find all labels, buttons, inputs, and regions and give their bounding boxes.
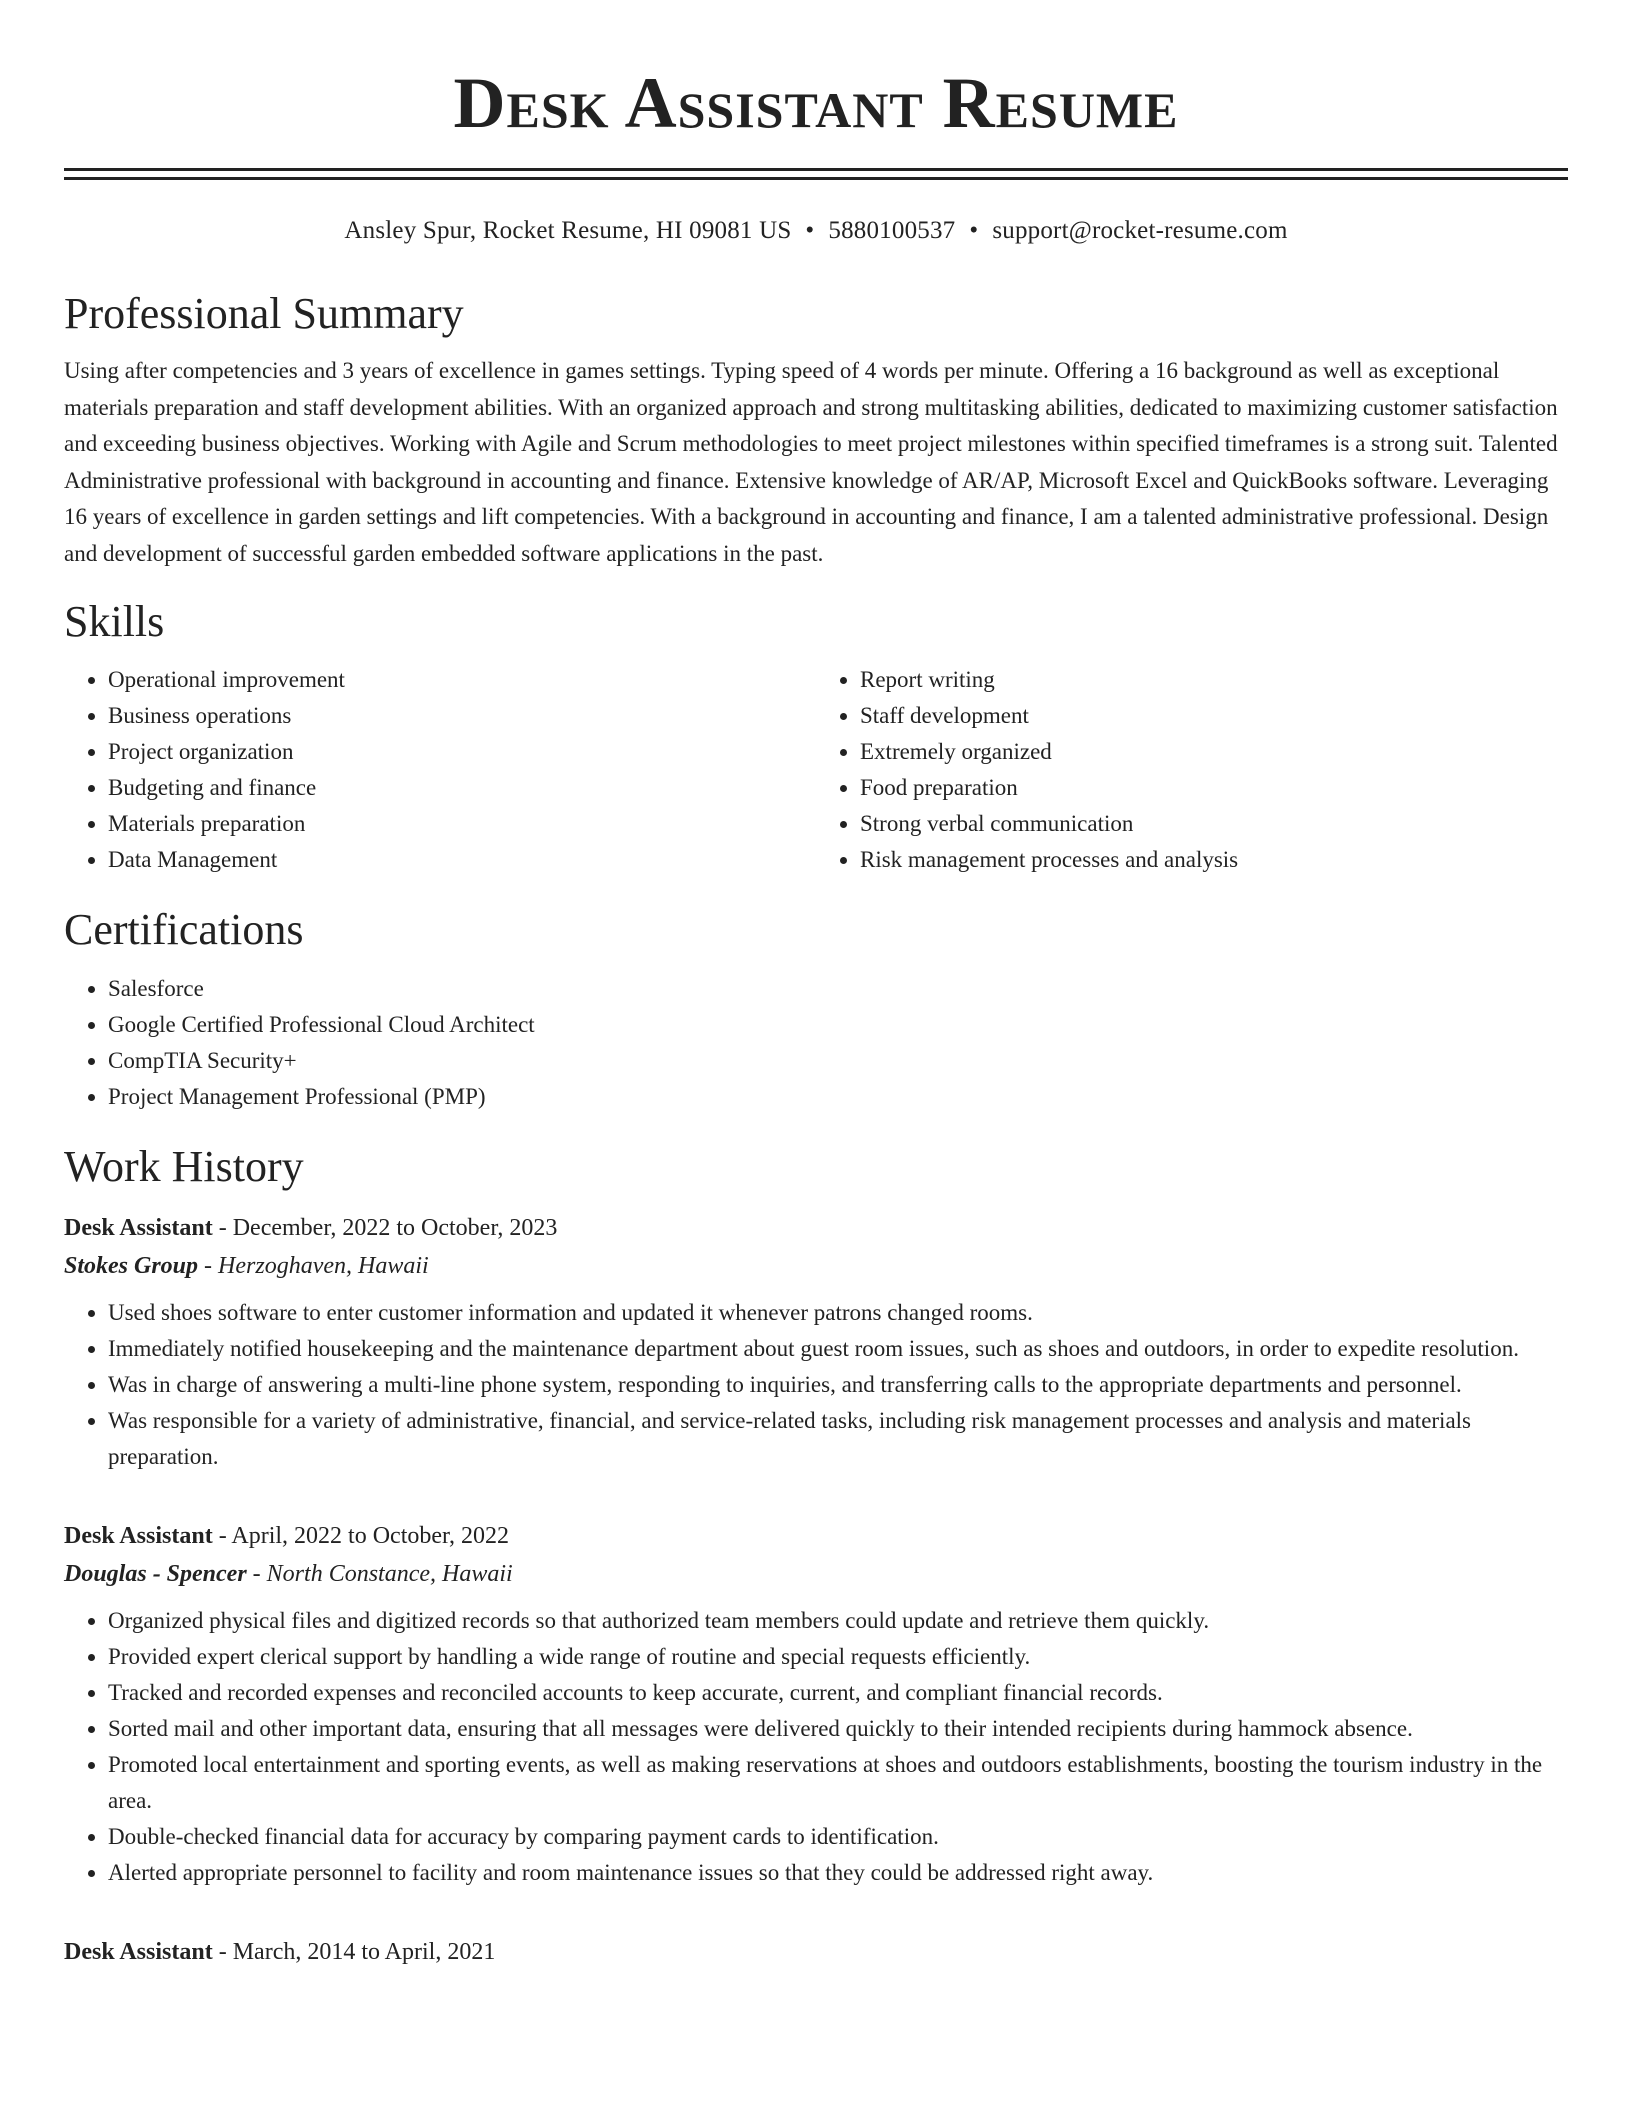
skill-item: • Operational improvement	[108, 662, 816, 698]
certification-item: • CompTIA Security+	[108, 1043, 1568, 1079]
job-bullet: • Used shoes software to enter customer information and updated it whenever patrons changed rooms.	[108, 1295, 1568, 1331]
skills-columns	[64, 662, 1568, 878]
contact-separator: •	[969, 217, 979, 244]
resume-title: Desk Assistant Resume	[453, 63, 1179, 143]
contact-line	[64, 214, 1568, 248]
skill-item: • Business operations	[108, 698, 816, 734]
job-title: Desk Assistant	[64, 1215, 213, 1241]
job-title: Desk Assistant	[64, 1939, 213, 1965]
job-spacer	[64, 1475, 1568, 1503]
job-bullet: • Immediately notified housekeeping and the maintenance department about guest room issues, such as shoes and outdoors, in order to expedite resolution.	[108, 1331, 1568, 1367]
job-title-line: Desk Assistant - March, 2014 to April, 2021	[64, 1939, 496, 1965]
job-bullets	[64, 1295, 1568, 1475]
skill-item: • Extremely organized	[860, 734, 1568, 770]
job-title-line: Desk Assistant - December, 2022 to October, 2023	[64, 1215, 558, 1241]
job-company-line: Douglas - Spencer - North Constance, Hawaii	[64, 1561, 513, 1587]
job-bullet: • Sorted mail and other important data, ensuring that all messages were delivered quickly to their intended recipients during hammock absence.	[108, 1711, 1568, 1747]
job-bullets	[64, 1603, 1568, 1891]
job-bullet: • Tracked and recorded expenses and reconciled accounts to keep accurate, current, and compliant financial records.	[108, 1675, 1568, 1711]
job-title-line: Desk Assistant - April, 2022 to October, 2022	[64, 1523, 510, 1549]
job-title: Desk Assistant	[64, 1523, 213, 1549]
job-dates: March, 2014 to April, 2021	[232, 1939, 496, 1965]
skill-item: • Project organization	[108, 734, 816, 770]
certification-item: • Project Management Professional (PMP)	[108, 1079, 1568, 1115]
skills-right-list	[816, 662, 1568, 878]
contact-address: Ansley Spur, Rocket Resume, HI 09081 US	[344, 217, 792, 244]
skill-item: • Strong verbal communication	[860, 806, 1568, 842]
skill-item: • Food preparation	[860, 770, 1568, 806]
skill-item: • Budgeting and finance	[108, 770, 816, 806]
work-history-heading: Work History	[64, 1142, 304, 1191]
skill-item: • Report writing	[860, 662, 1568, 698]
job-bullet: • Was responsible for a variety of administrative, financial, and service-related tasks, including risk management processes and analysis and materials preparation.	[108, 1403, 1568, 1475]
certification-item: • Google Certified Professional Cloud Architect	[108, 1007, 1568, 1043]
job-bullet: • Was in charge of answering a multi-line phone system, responding to inquiries, and transferring calls to the appropriate departments and personnel.	[108, 1367, 1568, 1403]
job-location: North Constance, Hawaii	[266, 1561, 513, 1587]
job-dates: April, 2022 to October, 2022	[231, 1523, 510, 1549]
skills-heading: Skills	[64, 597, 165, 646]
job-bullet: • Organized physical files and digitized records so that authorized team members could update and retrieve them quickly.	[108, 1603, 1568, 1639]
summary-heading: Professional Summary	[64, 289, 464, 338]
certification-item: • Salesforce	[108, 971, 1568, 1007]
contact-email: support@rocket-resume.com	[992, 217, 1288, 244]
title-divider-top	[64, 168, 1568, 171]
job-company-line: Stokes Group - Herzoghaven, Hawaii	[64, 1253, 429, 1279]
job-company: Stokes Group	[64, 1253, 199, 1279]
skill-item: • Staff development	[860, 698, 1568, 734]
skill-item: • Data Management	[108, 842, 816, 878]
skills-left-list	[64, 662, 816, 878]
job-company: Douglas - Spencer	[64, 1561, 247, 1587]
skill-item: • Risk management processes and analysis	[860, 842, 1568, 878]
summary-text: Using after competencies and 3 years of excellence in games settings. Typing speed of 4 words per minute. Offering a 16 background as well as exceptional materials preparation and staff development abilities. With an organized approach and strong multitasking abilities, dedicated to maximizing customer satisfaction and exceeding business objectives. Working with Agile and Scrum methodologies to meet project milestones within specified timeframes is a strong suit. Talented Administrative professional with background in accounting and finance. Extensive knowledge of AR/AP, Microsoft Excel and QuickBooks software. Leveraging 16 years of excellence in garden settings and lift competencies. With a background in accounting and finance, I am a talented administrative professional. Design and development of successful garden embedded software applications in the past.	[64, 358, 1558, 566]
certifications-list	[64, 971, 1568, 1115]
contact-phone: 5880100537	[828, 217, 956, 244]
resume-page	[64, 0, 1568, 1971]
job-dates: December, 2022 to October, 2023	[232, 1215, 558, 1241]
job-bullet: • Promoted local entertainment and sporting events, as well as making reservations at shoes and outdoors establishments, boosting the tourism industry in the area.	[108, 1747, 1568, 1819]
contact-separator: •	[805, 217, 815, 244]
job-bullet: • Alerted appropriate personnel to facility and room maintenance issues so that they could be addressed right away.	[108, 1855, 1568, 1891]
title-divider-bottom	[64, 177, 1568, 180]
certifications-heading: Certifications	[64, 905, 304, 954]
job-location: Herzoghaven, Hawaii	[218, 1253, 429, 1279]
job-spacer	[64, 1891, 1568, 1919]
job-bullet: • Double-checked financial data for accuracy by comparing payment cards to identification.	[108, 1819, 1568, 1855]
job-bullet: • Provided expert clerical support by handling a wide range of routine and special requests efficiently.	[108, 1639, 1568, 1675]
skill-item: • Materials preparation	[108, 806, 816, 842]
